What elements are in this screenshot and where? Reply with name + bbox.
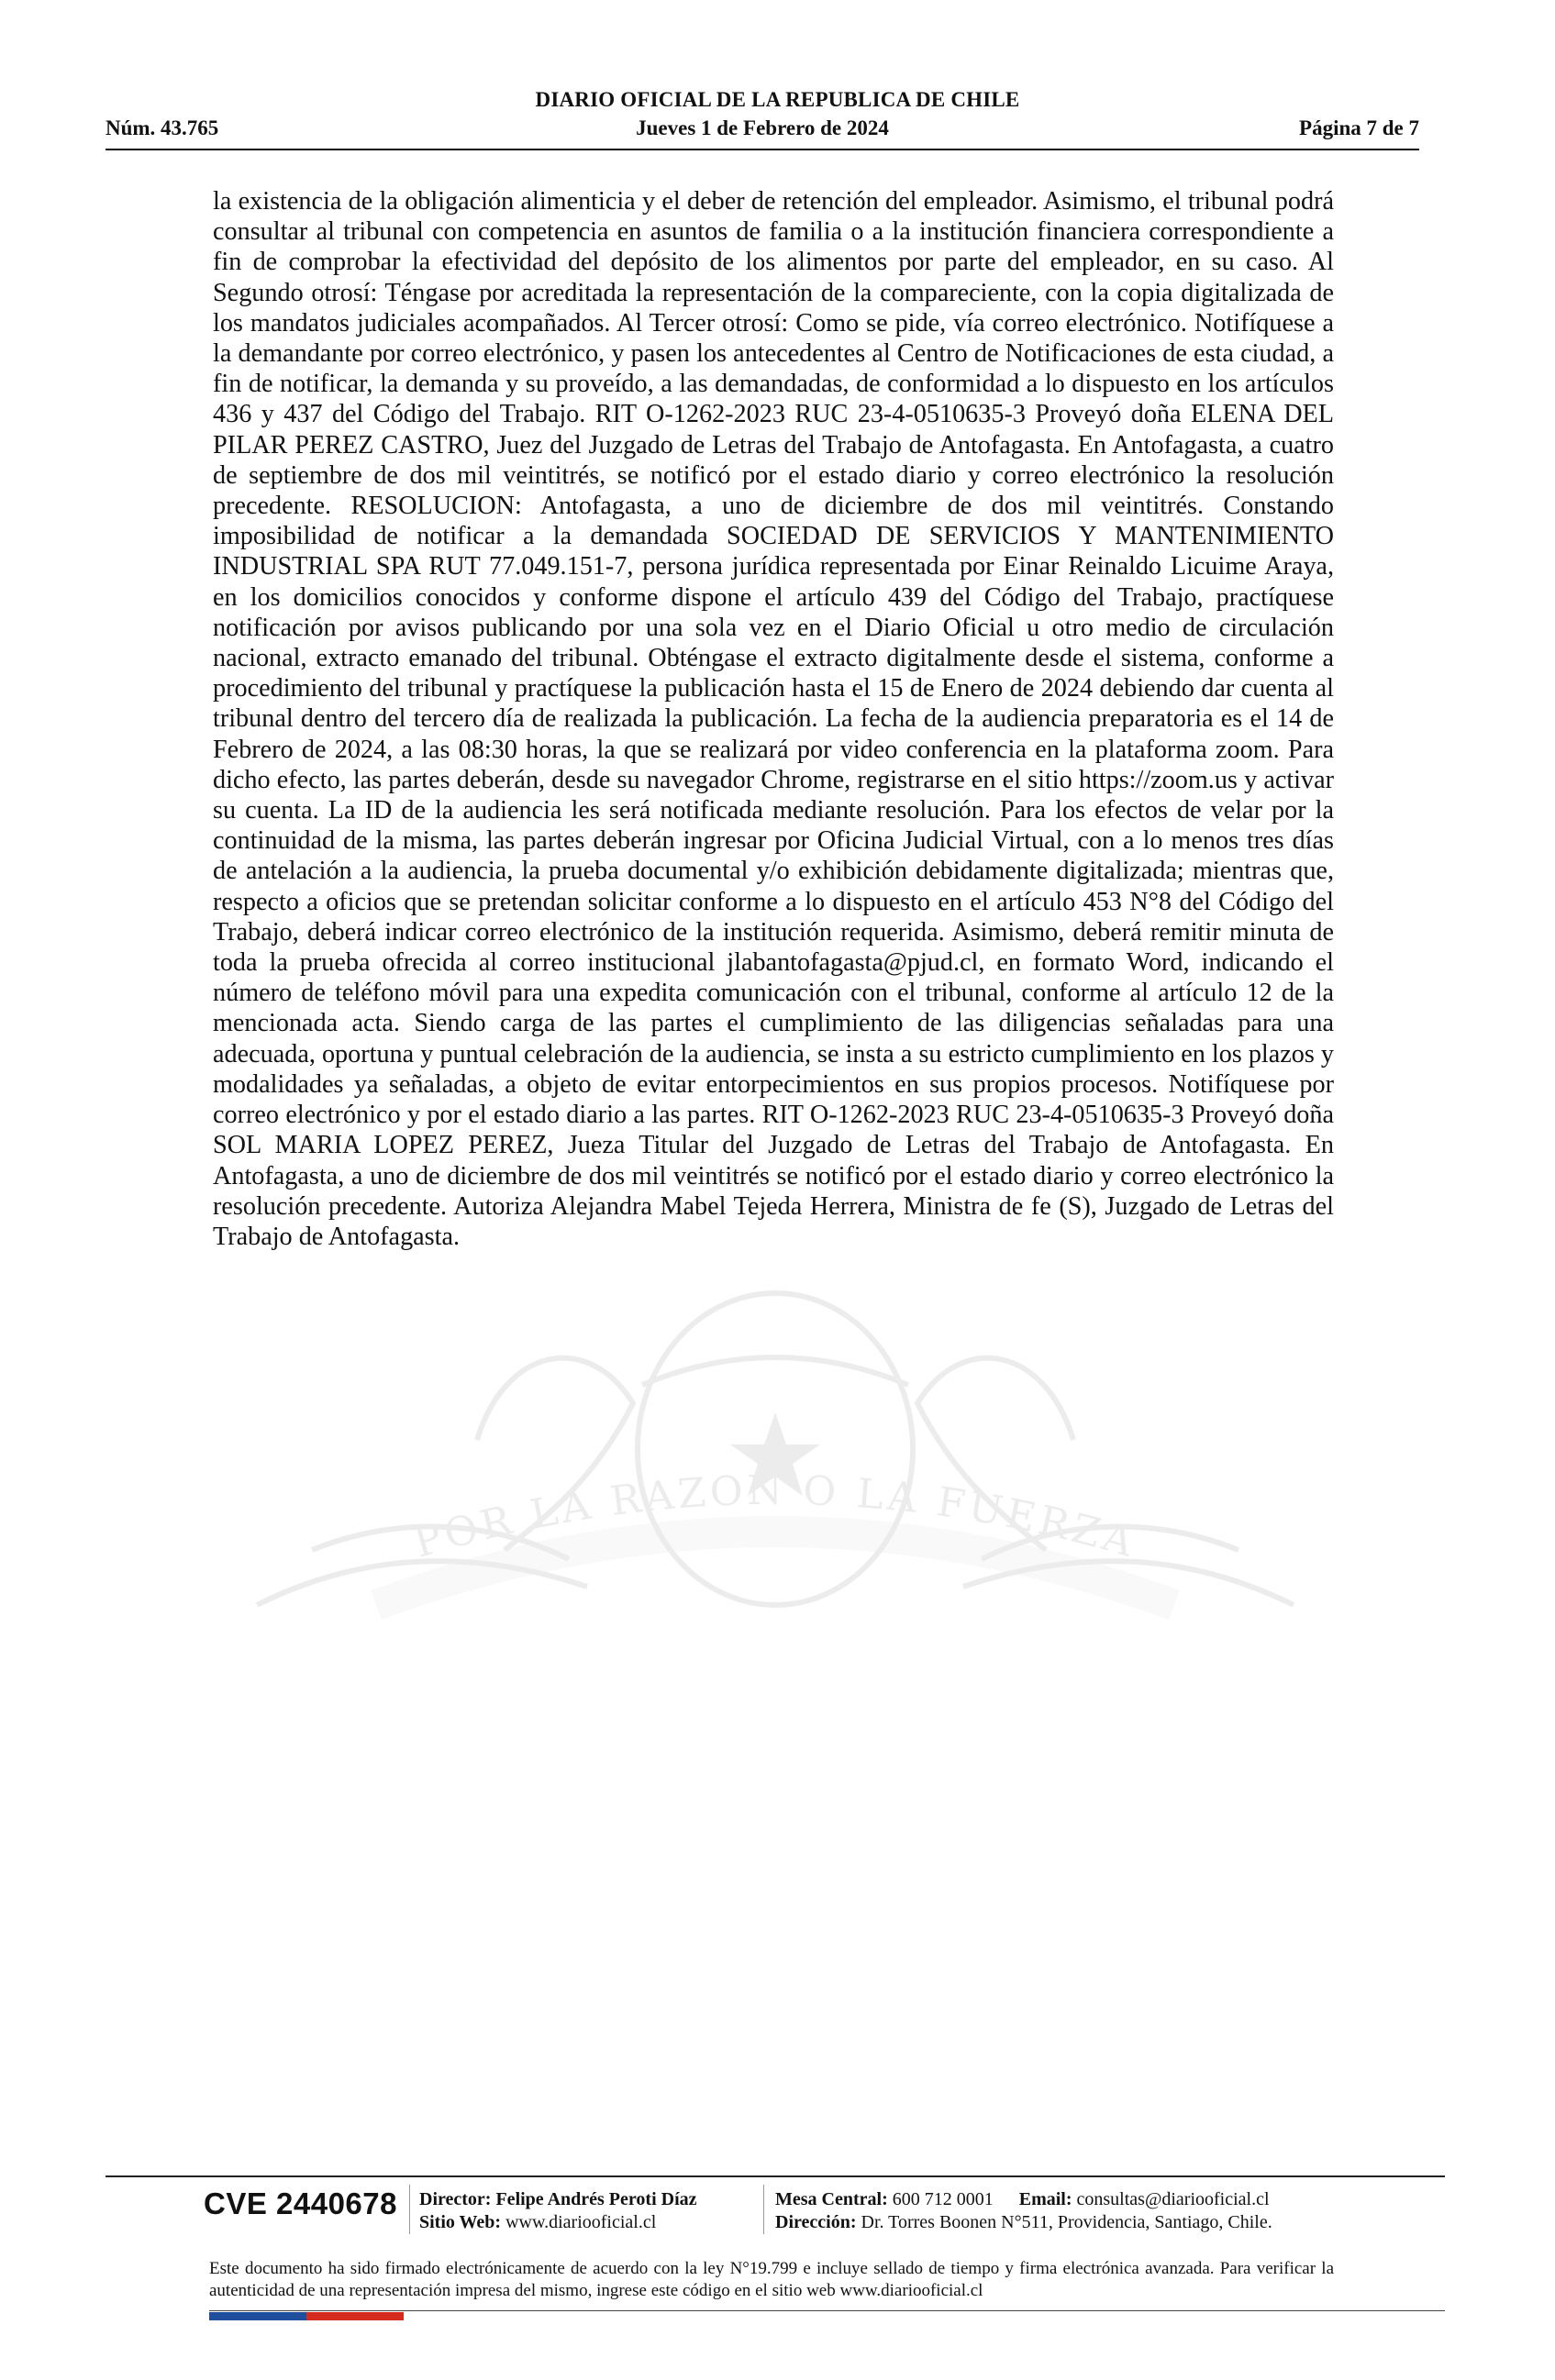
coat-of-arms-watermark bbox=[202, 1275, 1349, 1697]
website-link[interactable]: www.diariooficial.cl bbox=[505, 2212, 657, 2232]
footer-divider-top bbox=[106, 2175, 1445, 2177]
header-divider bbox=[106, 149, 1419, 150]
gazette-title: DIARIO OFICIAL DE LA REPUBLICA DE CHILE bbox=[535, 88, 1020, 111]
cve-code: CVE 2440678 bbox=[204, 2186, 397, 2220]
page-number: Página 7 de 7 bbox=[1299, 116, 1419, 139]
email-label: Email: bbox=[1018, 2189, 1072, 2209]
footer-contact-block bbox=[775, 2188, 1272, 2234]
phone-number: 600 712 0001 bbox=[892, 2189, 994, 2209]
flag-stripe-blue bbox=[209, 2312, 306, 2320]
legal-notice: Este documento ha sido firmado electrónicamente de acuerdo con la ley N°19.799 e incluye sellado de tiempo y firma electrónica avanzada. Para verificar la autenticidad de una representación impresa del mismo, ingrese este código en el sitio web www.diariooficial.cl bbox=[209, 2259, 1334, 2300]
footer-divider-bottom bbox=[209, 2310, 1445, 2311]
motto-text: POR LA RAZON O LA FUERZA bbox=[408, 1467, 1142, 1567]
email-address[interactable]: consultas@diariooficial.cl bbox=[1076, 2189, 1270, 2209]
flag-stripe-red bbox=[306, 2312, 404, 2320]
header-row bbox=[106, 116, 1419, 148]
website-label: Sitio Web: bbox=[419, 2212, 502, 2232]
issue-date: Jueves 1 de Febrero de 2024 bbox=[636, 116, 889, 139]
phone-label: Mesa Central: bbox=[775, 2189, 888, 2209]
footer-separator bbox=[409, 2185, 410, 2234]
footer-separator bbox=[763, 2185, 764, 2234]
director-label: Director: bbox=[419, 2189, 492, 2209]
address-label: Dirección: bbox=[775, 2212, 857, 2232]
address-text: Dr. Torres Boonen N°511, Providencia, Santiago, Chile. bbox=[861, 2212, 1272, 2232]
body-paragraph: la existencia de la obligación alimenticia y el deber de retención del empleador. Asimismo, el tribunal podrá consultar al tribunal con competencia en asuntos de familia o a la institución financiera correspondiente a fin de comprobar la efectividad del depósito de los alimentos por parte del empleador, en su caso. Al Segundo otrosí: Téngase por acreditada la representación de la compareciente, con la copia digitalizada de los mandatos judiciales acompañados. Al Tercer otrosí: Como se pide, vía correo electrónico. Notifíquese a la demandante por correo electrónico, y pasen los antecedentes al Centro de Notificaciones de esta ciudad, a fin de notificar, la demanda y su proveído, a las demandadas, de conformidad a lo dispuesto en los artículos 436 y 437 del Código del Trabajo. RIT O-1262-2023 RUC 23-4-0510635-3 Proveyó doña ELENA DEL PILAR PEREZ CASTRO, Juez del Juzgado de Letras del Trabajo de Antofagasta. En Antofagasta, a cuatro de septiembre de dos mil veintitrés, se notificó por el estado diario y correo electrónico la resolución precedente. RESOLUCION: Antofagasta, a uno de diciembre de dos mil veintitrés. Constando imposibilidad de notificar a la demandada SOCIEDAD DE SERVICIOS Y MANTENIMIENTO INDUSTRIAL SPA RUT 77.049.151-7, persona jurídica representada por Einar Reinaldo Licuime Araya, en los domicilios conocidos y conforme dispone el artículo 439 del Código del Trabajo, practíquese notificación por avisos publicando por una sola vez en el Diario Oficial u otro medio de circulación nacional, extracto emanado del tribunal. Obténgase el extracto digitalmente desde el sistema, conforme a procedimiento del tribunal y practíquese la publicación hasta el 15 de Enero de 2024 debiendo dar cuenta al tribunal dentro del tercero día de realizada la publicación. La fecha de la audiencia preparatoria es el 14 de Febrero de 2024, a las 08:30 horas, la que se realizará por video conferencia en la plataforma zoom. Para dicho efecto, las partes deberán, desde su navegador Chrome, registrarse en el sitio https://zoom.us y activar su cuenta. La ID de la audiencia les será notificada mediante resolución. Para los efectos de velar por la continuidad de la misma, las partes deberán ingresar por Oficina Judicial Virtual, con a lo menos tres días de antelación a la audiencia, la prueba documental y/o exhibición debidamente digitalizada; mientras que, respecto a oficios que se pretendan solicitar conforme a lo dispuesto en el artículo 453 N°8 del Código del Trabajo, deberá indicar correo electrónico de la institución requerida. Asimismo, deberá remitir minuta de toda la prueba ofrecida al correo institucional jlabantofagasta@pjud.cl, en formato Word, indicando el número de teléfono móvil para una expedita comunicación con el tribunal, conforme al artículo 12 de la mencionada acta. Siendo carga de las partes el cumplimiento de las diligencias señaladas para una adecuada, oportuna y puntual celebración de la audiencia, se insta a su estricto cumplimiento en los plazos y modalidades ya señaladas, a objeto de evitar entorpecimientos en sus propios procesos. Notifíquese por correo electrónico y por el estado diario a las partes. RIT O-1262-2023 RUC 23-4-0510635-3 Proveyó doña SOL MARIA LOPEZ PEREZ, Jueza Titular del Juzgado de Letras del Trabajo de Antofagasta. En Antofagasta, a uno de diciembre de dos mil veintitrés se notificó por el estado diario y correo electrónico la resolución precedente. Autoriza Alejandra Mabel Tejeda Herrera, Ministra de fe (S), Juzgado de Letras del Trabajo de Antofagasta. bbox=[213, 187, 1334, 1251]
issue-number: Núm. 43.765 bbox=[106, 116, 219, 139]
director-name: Felipe Andrés Peroti Díaz bbox=[495, 2189, 697, 2209]
footer-director-block bbox=[419, 2188, 697, 2234]
